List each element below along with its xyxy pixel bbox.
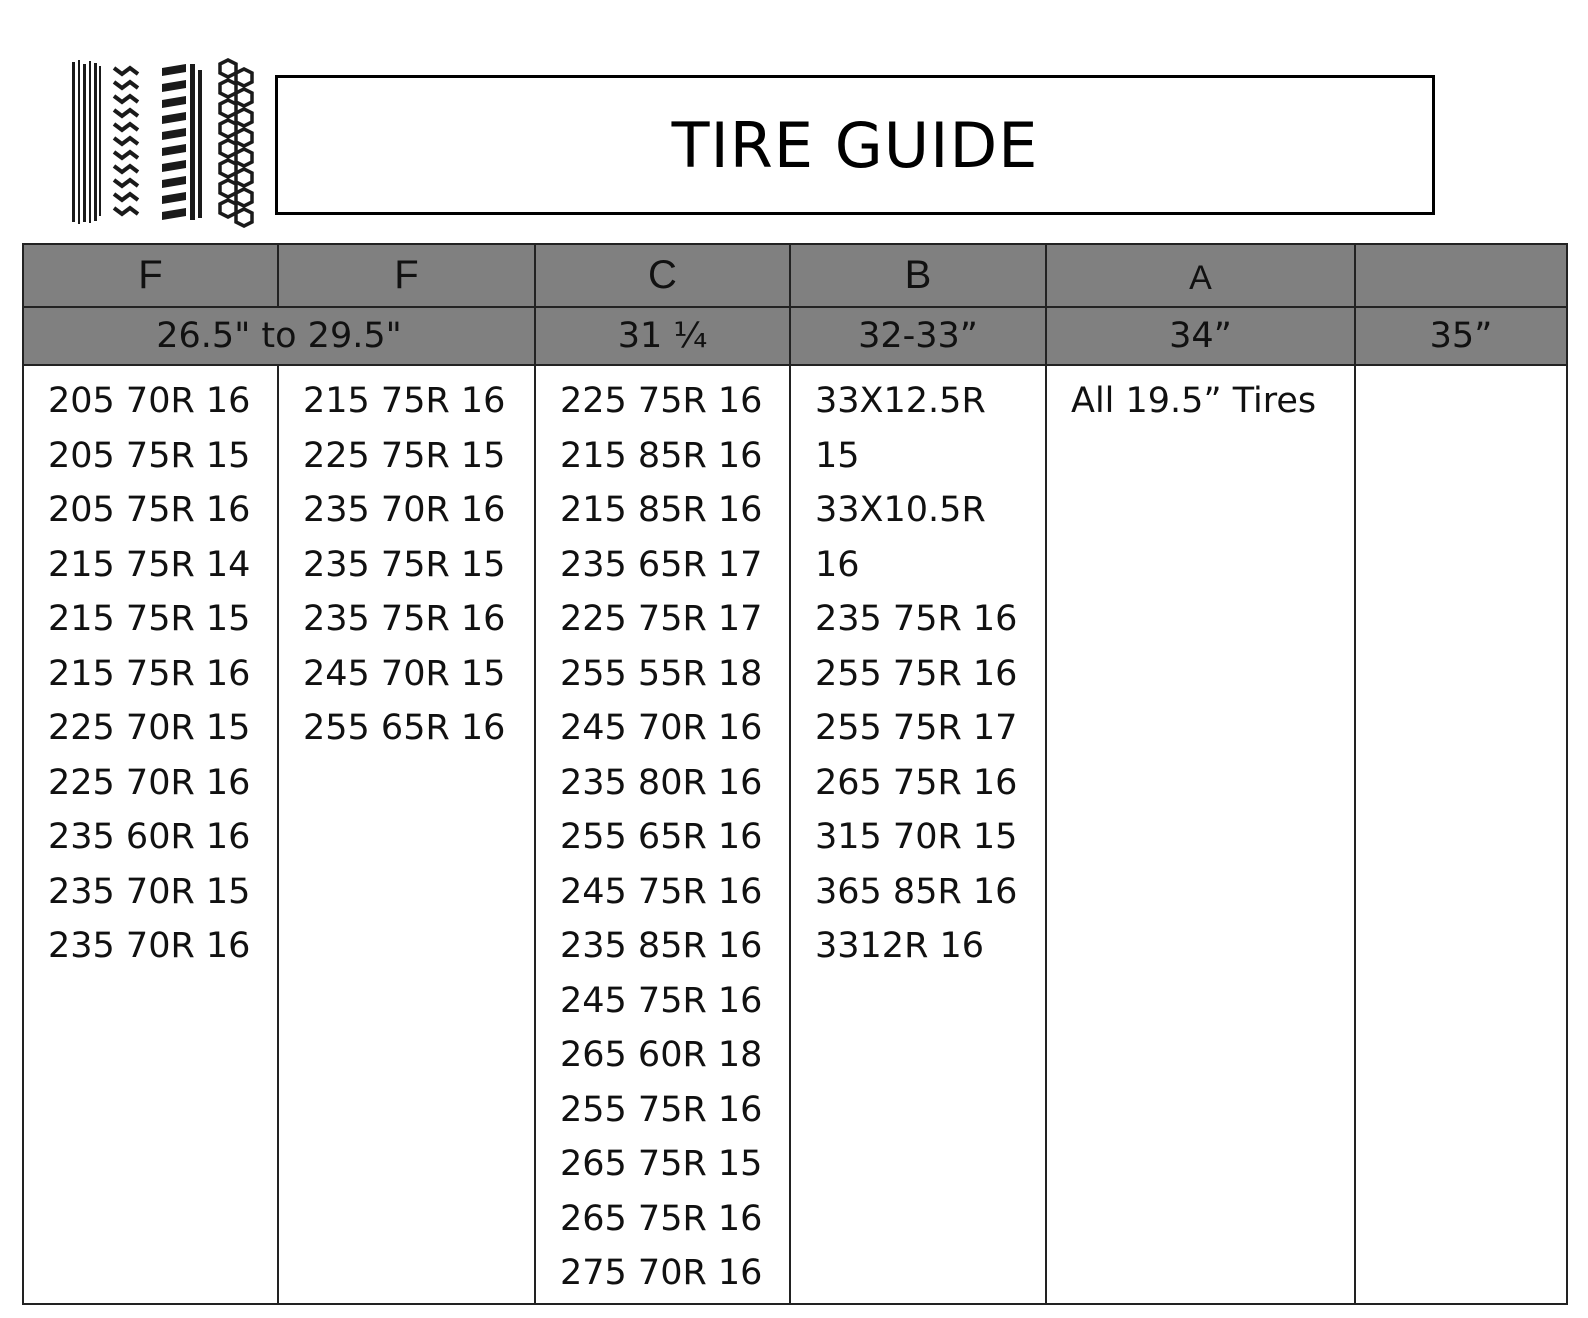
size-header-row bbox=[23, 307, 1567, 365]
grade-cell-c: C bbox=[535, 244, 790, 307]
tire-size-item: 235 75R 15 bbox=[303, 544, 506, 585]
tire-size-item: 255 75R 16 bbox=[815, 653, 1018, 694]
tire-size-item: 235 70R 15 bbox=[48, 871, 251, 912]
tire-size-item: 205 75R 15 bbox=[48, 435, 251, 476]
tire-size-item: 245 70R 15 bbox=[303, 653, 506, 694]
tire-size-item: 265 75R 15 bbox=[560, 1144, 763, 1184]
tire-size-item: 255 75R 16 bbox=[560, 1089, 763, 1130]
tire-column-f1 bbox=[23, 365, 278, 1304]
tire-size-item: 255 55R 18 bbox=[560, 653, 763, 694]
tire-size-item: 215 75R 16 bbox=[303, 381, 506, 421]
tire-size-item: 16 bbox=[815, 544, 860, 585]
grade-cell-f2: F bbox=[278, 244, 535, 307]
tire-size-item: 33X10.5R bbox=[815, 490, 986, 530]
size-cell-b: 32-33” bbox=[790, 307, 1046, 365]
tire-size-item: 275 70R 16 bbox=[560, 1253, 763, 1293]
tire-size-item: 265 60R 18 bbox=[560, 1035, 763, 1075]
tire-size-item: 235 70R 16 bbox=[303, 490, 506, 530]
tire-size-item: 255 65R 16 bbox=[303, 708, 506, 748]
grade-cell-f1: F bbox=[23, 244, 278, 307]
tire-size-item: 215 75R 15 bbox=[48, 599, 251, 639]
grade-cell-empty bbox=[1355, 244, 1567, 307]
title-box bbox=[275, 75, 1435, 215]
tire-tread-marks-icon bbox=[70, 58, 256, 228]
tire-size-item: 235 75R 16 bbox=[303, 599, 506, 639]
tire-size-item: 225 70R 15 bbox=[48, 708, 251, 748]
tire-size-item: 215 85R 16 bbox=[560, 490, 763, 530]
size-cell-a: 34” bbox=[1046, 307, 1355, 365]
tire-column-x bbox=[1355, 365, 1567, 1304]
size-cell-c: 31 ¼ bbox=[535, 307, 790, 365]
tire-size-item: 245 70R 16 bbox=[560, 708, 763, 748]
tire-size-item: 205 70R 16 bbox=[48, 381, 251, 421]
tire-size-item: 215 85R 16 bbox=[560, 435, 763, 476]
tire-size-item: 315 70R 15 bbox=[815, 817, 1018, 857]
tire-guide-table bbox=[22, 243, 1568, 1305]
tire-size-item: 255 75R 17 bbox=[815, 708, 1018, 748]
tire-size-item: 33X12.5R bbox=[815, 381, 986, 421]
size-cell-f: 26.5" to 29.5" bbox=[23, 307, 535, 365]
page-title: TIRE GUIDE bbox=[671, 108, 1039, 182]
tire-size-item: 365 85R 16 bbox=[815, 871, 1018, 912]
tire-size-item: 235 75R 16 bbox=[815, 599, 1018, 639]
tire-size-item: 215 75R 14 bbox=[48, 544, 251, 585]
tire-size-item: 225 75R 15 bbox=[303, 435, 506, 476]
tire-size-item: 235 60R 16 bbox=[48, 817, 251, 857]
tire-size-item: 225 75R 16 bbox=[560, 381, 763, 421]
tire-column-a bbox=[1046, 365, 1355, 1304]
tire-size-item: 235 80R 16 bbox=[560, 762, 763, 803]
tire-data-row bbox=[23, 365, 1567, 1304]
tire-size-item: 215 75R 16 bbox=[48, 653, 251, 694]
tire-size-item: 265 75R 16 bbox=[815, 762, 1018, 803]
tire-size-item: 235 70R 16 bbox=[48, 926, 251, 966]
tire-size-item: 225 75R 17 bbox=[560, 599, 763, 639]
grade-header-row bbox=[23, 244, 1567, 307]
tire-column-b bbox=[790, 365, 1046, 1304]
tire-size-item: 265 75R 16 bbox=[560, 1198, 763, 1239]
tire-column-c bbox=[535, 365, 790, 1304]
tire-size-item: 235 85R 16 bbox=[560, 926, 763, 966]
grade-cell-b: B bbox=[790, 244, 1046, 307]
size-cell-x: 35” bbox=[1355, 307, 1567, 365]
tire-size-item: All 19.5” Tires bbox=[1071, 381, 1317, 421]
tire-size-item: 235 65R 17 bbox=[560, 544, 763, 585]
tire-size-item: 3312R 16 bbox=[815, 926, 985, 966]
tire-size-item: 15 bbox=[815, 435, 860, 476]
tire-size-item: 245 75R 16 bbox=[560, 980, 763, 1021]
grade-cell-a: A bbox=[1046, 244, 1355, 307]
tire-size-item: 225 70R 16 bbox=[48, 762, 251, 803]
tire-column-f2 bbox=[278, 365, 535, 1304]
tire-size-item: 255 65R 16 bbox=[560, 817, 763, 857]
tire-size-item: 245 75R 16 bbox=[560, 871, 763, 912]
tire-size-item: 205 75R 16 bbox=[48, 490, 251, 530]
